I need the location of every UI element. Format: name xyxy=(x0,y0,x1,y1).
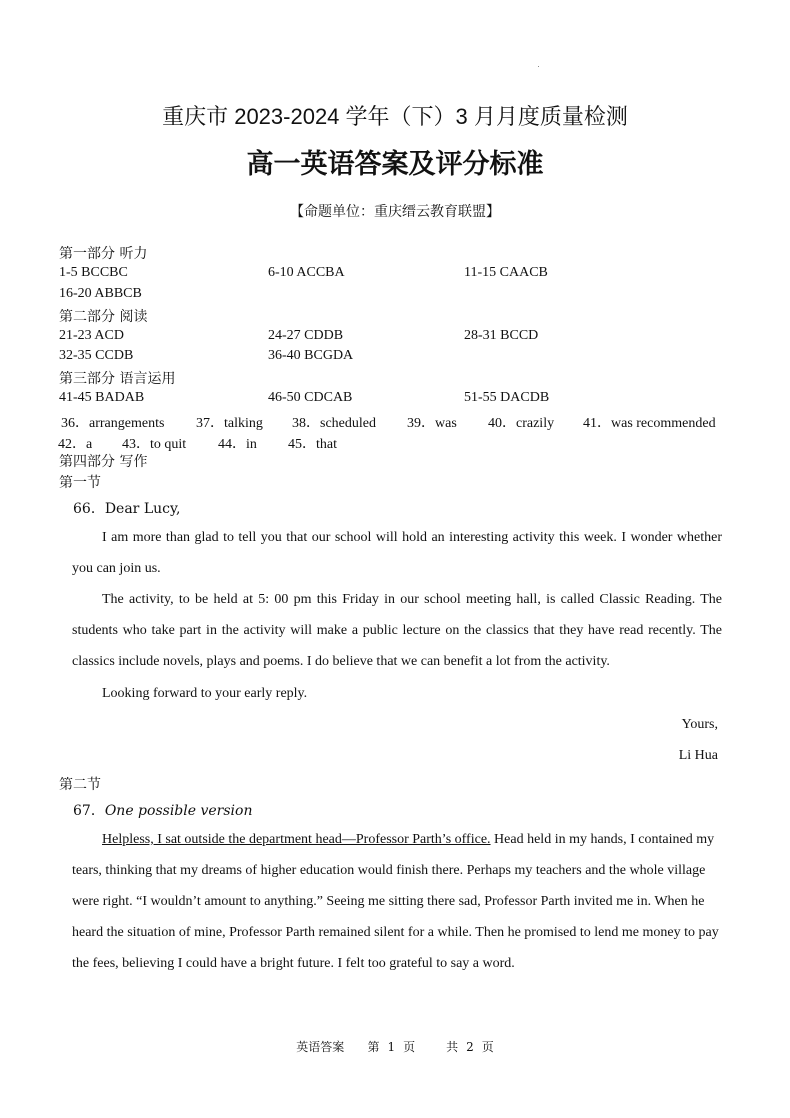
answer-group: 16-20 ABBCB xyxy=(59,286,142,301)
footer-page-number: 1 xyxy=(387,1040,396,1054)
footer-page-suffix: 页 xyxy=(403,1040,416,1054)
fill-answer: 42．a xyxy=(58,437,93,452)
answer-group: 51-55 DACDB xyxy=(464,390,550,405)
fill-answer: 38．scheduled xyxy=(292,416,376,431)
scan-dot xyxy=(538,66,539,67)
footer-total-pages: 2 xyxy=(466,1040,474,1054)
answer-group: 11-15 CAACB xyxy=(464,265,548,280)
fill-answers-row-1 xyxy=(61,412,731,432)
q67-version-label: One possible version xyxy=(104,803,253,819)
answer-group: 32-35 CCDB xyxy=(59,348,134,363)
fill-answer: 40．crazily xyxy=(488,416,555,431)
q67-number: 67． xyxy=(73,803,105,819)
section1-heading: 第一节 xyxy=(59,475,101,491)
part3-heading: 第三部分 语言运用 xyxy=(59,371,176,387)
answer-group: 28-31 BCCD xyxy=(464,328,539,343)
answer-group: 41-45 BADAB xyxy=(59,390,145,405)
answer-group: 36-40 BCGDA xyxy=(268,348,354,363)
part1-row-2 xyxy=(59,286,759,306)
q67-paragraph xyxy=(72,824,724,979)
issuing-unit: 【命题单位：重庆缙云教育联盟】 xyxy=(290,204,500,220)
fill-answers-row-2 xyxy=(58,433,731,453)
exam-title: 重庆市 2023-2024 学年（下）3 月月度质量检测 xyxy=(162,104,628,129)
letter-signature: Li Hua xyxy=(678,748,718,763)
fill-answer: 44．in xyxy=(218,437,257,452)
answer-group: 21-23 ACD xyxy=(59,328,124,343)
letter-closing: Yours, xyxy=(681,717,718,732)
part1-row-1 xyxy=(59,265,759,285)
part2-row-2 xyxy=(59,348,759,368)
part3-row-1 xyxy=(59,390,759,410)
part2-row-1 xyxy=(59,328,759,348)
q67-given-sentence: Helpless, I sat outside the department head—Professor Parth’s office. xyxy=(102,832,491,847)
answer-group: 46-50 CDCAB xyxy=(268,390,353,405)
footer-page-prefix: 第 xyxy=(367,1040,380,1054)
document-title: 高一英语答案及评分标准 xyxy=(246,149,544,180)
fill-answer: 43．to quit xyxy=(122,437,187,452)
footer-total-prefix: 共 xyxy=(446,1040,459,1054)
part4-heading: 第四部分 写作 xyxy=(59,454,148,470)
fill-answer: 41．was recommended xyxy=(583,416,716,431)
fill-answer: 37．talking xyxy=(196,416,263,431)
part1-heading: 第一部分 听力 xyxy=(59,246,148,262)
answer-group: 24-27 CDDB xyxy=(268,328,344,343)
fill-answer: 39．was xyxy=(407,416,457,431)
answer-group: 6-10 ACCBA xyxy=(268,265,345,280)
page-footer xyxy=(0,1038,790,1055)
section2-heading: 第二节 xyxy=(59,777,101,793)
q66-paragraph-1: I am more than glad to tell you that our school will hold an interesting activity this week. I wonder whether you can join us. xyxy=(72,530,722,576)
footer-subject: 英语答案 xyxy=(296,1040,345,1054)
fill-answer: 45．that xyxy=(288,437,337,452)
q67-label xyxy=(73,800,252,820)
footer-total-suffix: 页 xyxy=(481,1040,494,1054)
q66-salutation: 66．Dear Lucy, xyxy=(73,501,181,517)
part2-heading: 第二部分 阅读 xyxy=(59,309,148,325)
q66-paragraph-3: Looking forward to your early reply. xyxy=(102,686,308,701)
q67-continuation: Head held in my hands, I contained my tears, thinking that my dreams of higher education would finish there. Perhaps my teachers and the whole village were right. “I wouldn’t amount to anything.” Seeing me sitting there sad, Professor Parth invited me in. When he heard the situation of mine, Professor Parth remained silent for a while. Then he promised to lend me money to pay the fees, believing I could have a bright future. I felt too grateful to say a word. xyxy=(72,832,719,971)
answer-group: 1-5 BCCBC xyxy=(59,265,128,280)
fill-answer: 36．arrangements xyxy=(61,416,165,431)
q66-paragraph-2: The activity, to be held at 5: 00 pm this Friday in our school meeting hall, is called Classic Reading. The students who take part in the activity will make a public lecture on the classics that they have read recently. The classics include novels, plays and poems. I do believe that we can benefit a lot from the activity. xyxy=(72,592,722,669)
